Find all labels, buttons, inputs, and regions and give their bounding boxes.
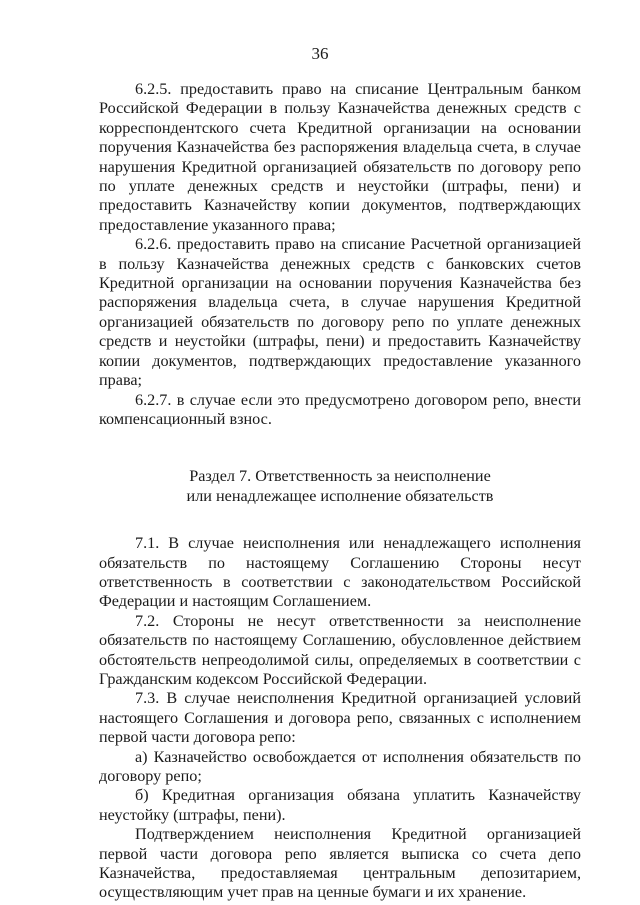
section-title-line-1: Раздел 7. Ответственность за неисполнение: [189, 467, 491, 486]
spacer: [99, 429, 581, 467]
clause-7-3-a: а) Казначейство освобождается от исполнения обязательств по договору репо;: [99, 747, 581, 785]
page-number: 36: [311, 44, 329, 63]
clause-7-2: 7.2. Стороны не несут ответственности за неисполнение обязательств по настоящему Соглашению, обусловленное действием обстоятельств непреодолимой силы, определяемых в соответствии с Гражданским кодексом Российской Федерации.: [99, 611, 581, 688]
clause-confirmation: Подтверждением неисполнения Кредитной организацией первой части договора репо является выписка со счета депо Казначейства, предоставляемая центральным депозитарием, осуществляющим учет прав на ценные бумаги и их хранение.: [99, 825, 581, 902]
clause-7-3-b: б) Кредитная организация обязана уплатить Казначейству неустойку (штрафы, пени).: [99, 786, 581, 824]
clause-6-2-6: 6.2.6. предоставить право на списание Расчетной организацией в пользу Казначейства денежных средств с банковских счетов Кредитной организации на основании поручения Казначейства без распоряжения владельца счета, в случае нарушения Кредитной организацией обязательств по договору репо по уплате денежных средств и неустойки (штрафы, пени) и предоставить Казначейству копии документов, подтверждающих предоставление указанного права;: [99, 235, 581, 390]
document-body: [99, 80, 581, 903]
clause-6-2-7: 6.2.7. в случае если это предусмотрено договором репо, внести компенсационный взнос.: [99, 390, 581, 428]
spacer: [99, 506, 581, 534]
clause-6-2-5: 6.2.5. предоставить право на списание Центральным банком Российской Федерации в пользу Казначейства денежных средств с корреспондентского счета Кредитной организации на основании поручения Казначейства без распоряжения владельца счета, в случае нарушения Кредитной организацией обязательств по договору репо по уплате денежных средств и неустойки (штрафы, пени) и предоставить Казначейству копии документов, подтверждающих предоставление указанного права;: [99, 80, 581, 234]
section-heading: [99, 467, 581, 506]
section-title-line-2: или ненадлежащее исполнение обязательств: [186, 486, 494, 505]
clause-7-3: 7.3. В случае неисполнения Кредитной организацией условий настоящего Соглашения и договора репо, связанных с исполнением первой части договора репо:: [99, 689, 581, 747]
clause-7-1: 7.1. В случае неисполнения или ненадлежащего исполнения обязательств по настоящему Соглашению Стороны несут ответственность в соответствии с законодательством Российской Федерации и настоящим Соглашением.: [99, 534, 581, 611]
